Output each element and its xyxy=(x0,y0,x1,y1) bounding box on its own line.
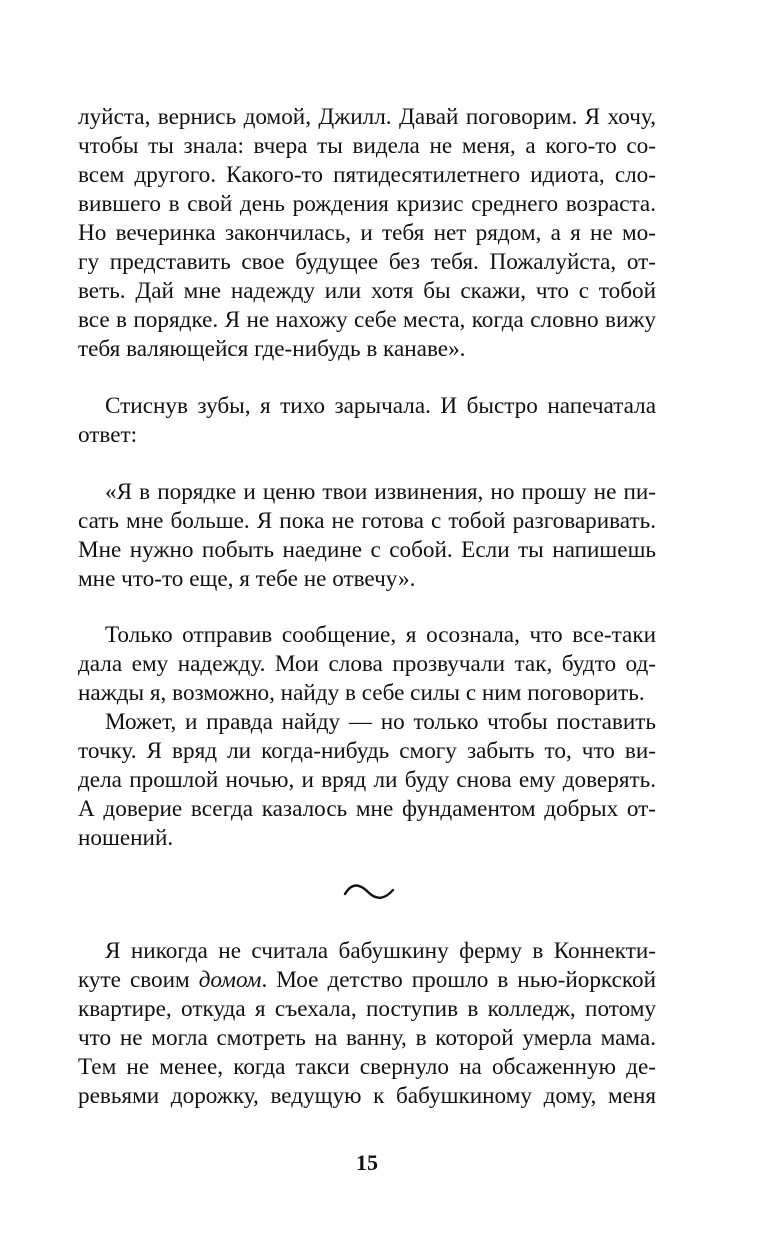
text-line: Я никогда не считала бабушкину ферму в Коннекти- xyxy=(105,938,656,964)
text-line: Может, и правда найду — но только чтобы поставить xyxy=(105,709,656,735)
text-line: сать мне больше. Я пока не готова с тобой разговаривать. xyxy=(78,508,656,534)
text-line: веть. Дай мне надежду или хотя бы скажи, что с тобой xyxy=(78,278,656,304)
text-fragment: куте своим xyxy=(78,967,199,993)
text-line: ответ: xyxy=(78,422,138,448)
page-number: 15 xyxy=(356,1150,378,1175)
text-line: все в порядке. Я не нахожу себе места, когда словно вижу xyxy=(78,307,656,333)
text-line: А доверие всегда казалось мне фундаментом добрых от- xyxy=(78,796,656,822)
text-line: вившего в свой день рождения кризис среднего возраста. xyxy=(78,191,656,217)
text-line: ревьями дорожку, ведущую к бабушкиному дому, меня xyxy=(78,1083,656,1109)
text-line: Но вечеринка закончилась, и тебя нет рядом, а я не мо- xyxy=(78,220,656,246)
section-break-ornament-icon xyxy=(340,878,398,906)
text-line: квартире, откуда я съехала, поступив в колледж, потому xyxy=(78,996,656,1022)
book-page xyxy=(78,0,656,1240)
text-line: «Я в порядке и ценю твои извинения, но прошу не пи- xyxy=(105,479,656,505)
text-line: точку. Я вряд ли когда-нибудь смогу забыть то, что ви- xyxy=(78,738,656,764)
text-line: всем другого. Какого-то пятидесятилетнего идиота, сло- xyxy=(78,162,656,188)
text-line: мне что-то еще, я тебе не отвечу». xyxy=(78,566,416,592)
text-line: луйста, вернись домой, Джилл. Давай поговорим. Я хочу, xyxy=(78,104,656,130)
text-line: ношений. xyxy=(78,825,174,851)
text-line: что не могла смотреть на ванну, в которой умерла мама. xyxy=(78,1025,656,1051)
text-line xyxy=(78,966,656,995)
text-line: Мне нужно побыть наедине с собой. Если ты напишешь xyxy=(78,537,656,563)
text-line: Только отправив сообщение, я осознала, что все-таки xyxy=(105,622,656,648)
text-fragment: . Мое детство прошло в нью-йоркской xyxy=(261,967,656,993)
text-line: чтобы ты знала: вчера ты видела не меня, а кого-то со- xyxy=(78,133,656,159)
emphasized-word: домом xyxy=(198,967,262,993)
text-line: тебя валяющейся где-нибудь в канаве». xyxy=(78,336,466,362)
text-line: дала ему надежду. Мои слова прозвучали так, будто од- xyxy=(78,651,656,677)
text-line: нажды я, возможно, найду в себе силы с ним поговорить. xyxy=(78,680,645,706)
text-line: дела прошлой ночью, и вряд ли буду снова ему доверять. xyxy=(78,767,656,793)
text-line: Тем не менее, когда такси свернуло на обсаженную де- xyxy=(78,1054,656,1080)
text-line: гу представить свое будущее без тебя. Пожалуйста, от- xyxy=(78,249,656,275)
text-line: Стиснув зубы, я тихо зарычала. И быстро напечатала xyxy=(105,393,656,419)
